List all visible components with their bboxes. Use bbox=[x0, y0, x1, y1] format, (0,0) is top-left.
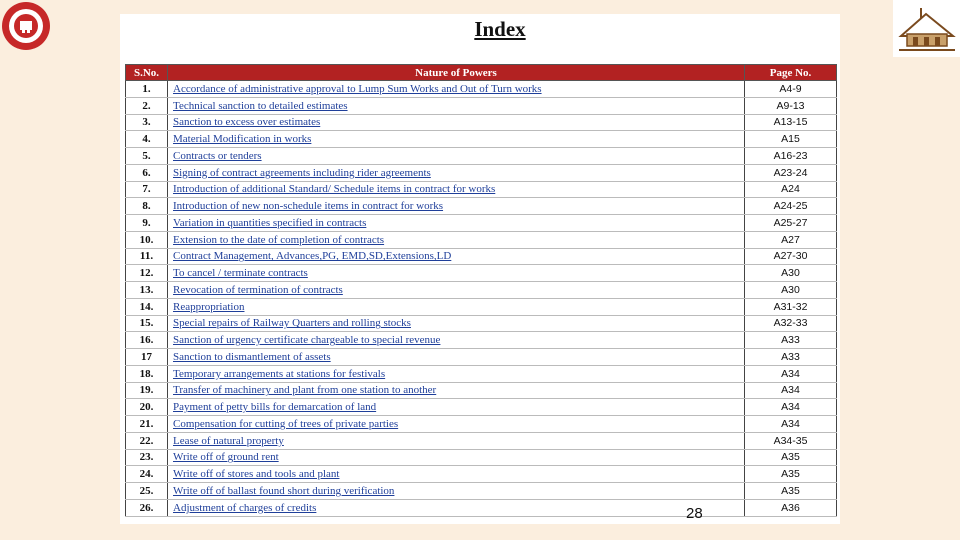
table-row bbox=[126, 114, 837, 131]
sno-cell: 9. bbox=[126, 215, 168, 232]
nature-link[interactable]: Special repairs of Railway Quarters and rolling stocks bbox=[168, 315, 745, 332]
nature-link[interactable]: Material Modification in works bbox=[168, 131, 745, 148]
page-cell: A34 bbox=[745, 365, 837, 382]
nature-link[interactable]: Contracts or tenders bbox=[168, 148, 745, 165]
nature-link[interactable]: Contract Management, Advances,PG, EMD,SD,Extensions,LD bbox=[168, 248, 745, 265]
table-row bbox=[126, 265, 837, 282]
nature-link[interactable]: Introduction of additional Standard/ Schedule items in contract for works bbox=[168, 181, 745, 198]
table-row bbox=[126, 382, 837, 399]
table-row bbox=[126, 97, 837, 114]
header-nature: Nature of Powers bbox=[168, 65, 745, 81]
sno-cell: 10. bbox=[126, 231, 168, 248]
nature-link[interactable]: Adjustment of charges of credits bbox=[168, 499, 745, 516]
sno-cell: 12. bbox=[126, 265, 168, 282]
slide-number: 28 bbox=[686, 505, 703, 522]
nature-link[interactable]: Revocation of termination of contracts bbox=[168, 282, 745, 299]
page-cell: A35 bbox=[745, 483, 837, 500]
sno-cell: 6. bbox=[126, 164, 168, 181]
nature-link[interactable]: Sanction to dismantlement of assets bbox=[168, 349, 745, 366]
sno-cell: 11. bbox=[126, 248, 168, 265]
table-row bbox=[126, 483, 837, 500]
page-cell: A34 bbox=[745, 399, 837, 416]
page-cell: A16-23 bbox=[745, 148, 837, 165]
page-cell: A13-15 bbox=[745, 114, 837, 131]
nature-link[interactable]: Lease of natural property bbox=[168, 432, 745, 449]
table-row bbox=[126, 499, 837, 516]
sno-cell: 8. bbox=[126, 198, 168, 215]
sno-cell: 2. bbox=[126, 97, 168, 114]
nature-link[interactable]: To cancel / terminate contracts bbox=[168, 265, 745, 282]
index-document bbox=[120, 14, 840, 524]
page-cell: A15 bbox=[745, 131, 837, 148]
nature-link[interactable]: Extension to the date of completion of contracts bbox=[168, 231, 745, 248]
header-page: Page No. bbox=[745, 65, 837, 81]
sno-cell: 18. bbox=[126, 365, 168, 382]
table-row bbox=[126, 449, 837, 466]
table-row bbox=[126, 81, 837, 98]
table-row bbox=[126, 332, 837, 349]
document-title: Index bbox=[474, 17, 526, 41]
nature-link[interactable]: Variation in quantities specified in contracts bbox=[168, 215, 745, 232]
nature-link[interactable]: Sanction to excess over estimates bbox=[168, 114, 745, 131]
header-sno: S.No. bbox=[126, 65, 168, 81]
sno-cell: 24. bbox=[126, 466, 168, 483]
sno-cell: 5. bbox=[126, 148, 168, 165]
sno-cell: 13. bbox=[126, 282, 168, 299]
nature-link[interactable]: Compensation for cutting of trees of private parties bbox=[168, 416, 745, 433]
table-row bbox=[126, 148, 837, 165]
sno-cell: 14. bbox=[126, 298, 168, 315]
nature-link[interactable]: Sanction of urgency certificate chargeable to special revenue bbox=[168, 332, 745, 349]
table-row bbox=[126, 466, 837, 483]
page-cell: A25-27 bbox=[745, 215, 837, 232]
table-row bbox=[126, 315, 837, 332]
table-row bbox=[126, 164, 837, 181]
nature-link[interactable]: Write off of ballast found short during verification bbox=[168, 483, 745, 500]
nature-link[interactable]: Temporary arrangements at stations for festivals bbox=[168, 365, 745, 382]
table-row bbox=[126, 416, 837, 433]
page-cell: A9-13 bbox=[745, 97, 837, 114]
table-row bbox=[126, 198, 837, 215]
railway-emblem-icon bbox=[0, 0, 52, 52]
sno-cell: 3. bbox=[126, 114, 168, 131]
sno-cell: 22. bbox=[126, 432, 168, 449]
page-cell: A30 bbox=[745, 282, 837, 299]
sno-cell: 20. bbox=[126, 399, 168, 416]
table-row bbox=[126, 282, 837, 299]
nature-link[interactable]: Accordance of administrative approval to Lump Sum Works and Out of Turn works bbox=[168, 81, 745, 98]
index-table bbox=[125, 64, 837, 517]
table-row bbox=[126, 215, 837, 232]
page-cell: A33 bbox=[745, 332, 837, 349]
table-header-row bbox=[126, 65, 837, 81]
page-cell: A24 bbox=[745, 181, 837, 198]
sno-cell: 21. bbox=[126, 416, 168, 433]
nature-link[interactable]: Transfer of machinery and plant from one station to another bbox=[168, 382, 745, 399]
nature-link[interactable]: Introduction of new non-schedule items in contract for works bbox=[168, 198, 745, 215]
sno-cell: 16. bbox=[126, 332, 168, 349]
nature-link[interactable]: Reappropriation bbox=[168, 298, 745, 315]
sno-cell: 25. bbox=[126, 483, 168, 500]
page-cell: A36 bbox=[745, 499, 837, 516]
page-cell: A27-30 bbox=[745, 248, 837, 265]
table-row bbox=[126, 248, 837, 265]
page-cell: A33 bbox=[745, 349, 837, 366]
page-cell: A31-32 bbox=[745, 298, 837, 315]
table-row bbox=[126, 231, 837, 248]
table-row bbox=[126, 365, 837, 382]
sno-cell: 19. bbox=[126, 382, 168, 399]
nature-link[interactable]: Technical sanction to detailed estimates bbox=[168, 97, 745, 114]
sno-cell: 7. bbox=[126, 181, 168, 198]
nature-link[interactable]: Signing of contract agreements including rider agreements bbox=[168, 164, 745, 181]
page-cell: A35 bbox=[745, 449, 837, 466]
sno-cell: 23. bbox=[126, 449, 168, 466]
table-row bbox=[126, 131, 837, 148]
page-cell: A30 bbox=[745, 265, 837, 282]
page-cell: A4-9 bbox=[745, 81, 837, 98]
page-cell: A34 bbox=[745, 382, 837, 399]
table-row bbox=[126, 432, 837, 449]
page-cell: A27 bbox=[745, 231, 837, 248]
table-row bbox=[126, 349, 837, 366]
page-cell: A32-33 bbox=[745, 315, 837, 332]
page-cell: A23-24 bbox=[745, 164, 837, 181]
nature-link[interactable]: Payment of petty bills for demarcation of land bbox=[168, 399, 745, 416]
nature-link[interactable]: Write off of ground rent bbox=[168, 449, 745, 466]
page-cell: A35 bbox=[745, 466, 837, 483]
sno-cell: 4. bbox=[126, 131, 168, 148]
table-row bbox=[126, 298, 837, 315]
table-row bbox=[126, 399, 837, 416]
table-row bbox=[126, 181, 837, 198]
page-cell: A34 bbox=[745, 416, 837, 433]
nature-link[interactable]: Write off of stores and tools and plant bbox=[168, 466, 745, 483]
sno-cell: 1. bbox=[126, 81, 168, 98]
railway-building-logo-icon bbox=[893, 0, 960, 57]
sno-cell: 26. bbox=[126, 499, 168, 516]
sno-cell: 17 bbox=[126, 349, 168, 366]
page-cell: A34-35 bbox=[745, 432, 837, 449]
page-cell: A24-25 bbox=[745, 198, 837, 215]
sno-cell: 15. bbox=[126, 315, 168, 332]
